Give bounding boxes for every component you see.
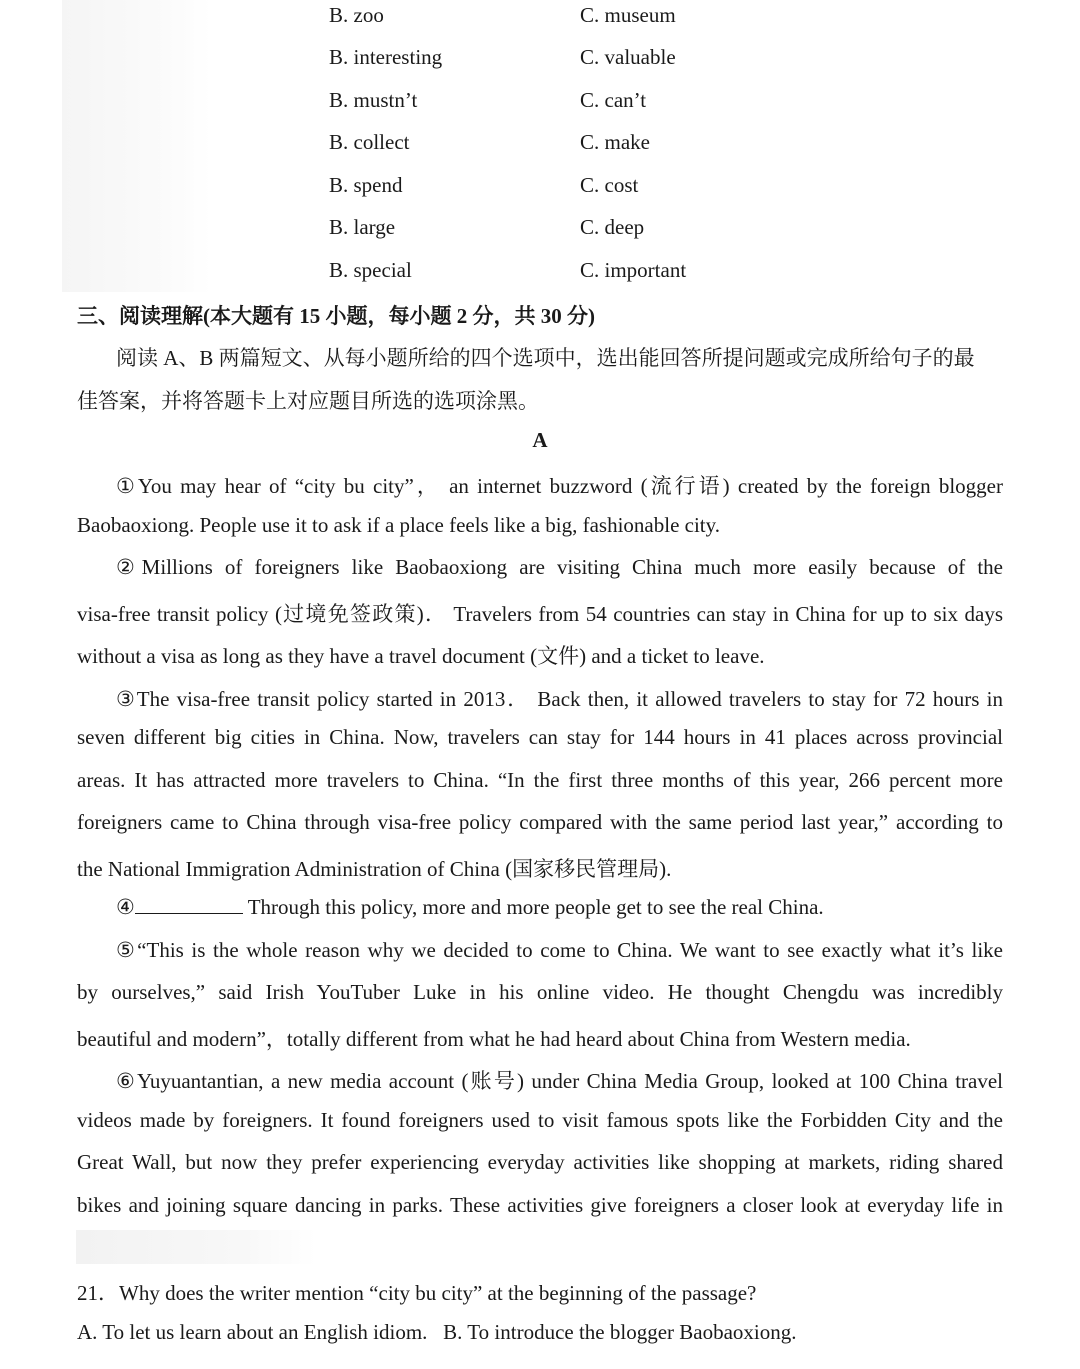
option-b: B. spend: [329, 173, 403, 197]
paragraph-line: areas. It has attracted more travelers to China. “In the first three months of this year, 266 percent more: [77, 768, 1003, 792]
paragraph-line: the National Immigration Administration of China (国家移民管理局).: [77, 857, 672, 881]
paragraph-line: by ourselves,” said Irish YouTuber Luke in his online video. He thought Chengdu was incredibly: [77, 980, 1003, 1004]
section-heading: 三、阅读理解(本大题有 15 小题，每小题 2 分，共 30 分): [77, 304, 595, 328]
instruction-line: 阅读 A、B 两篇短文、从每小题所给的四个选项中，选出能回答所提问题或完成所给句子的最: [116, 346, 975, 370]
paragraph-line: ①You may hear of “city bu city”， an internet buzzword (流行语) created by the foreign blogger: [116, 474, 1003, 498]
option-row: [0, 173, 1080, 203]
paragraph-line: videos made by foreigners. It found foreigners used to visit famous spots like the Forbidden City and the: [77, 1108, 1003, 1132]
option-c: C. make: [580, 130, 650, 154]
paragraph-line: Baobaoxiong. People use it to ask if a place feels like a big, fashionable city.: [77, 513, 721, 537]
option-b: B. special: [329, 258, 412, 282]
option-row: [0, 258, 1080, 288]
passage-title: A: [532, 428, 548, 452]
paragraph-line: without a visa as long as they have a travel document (文件) and a ticket to leave.: [77, 644, 765, 668]
option-b: B. collect: [329, 130, 410, 154]
paragraph-line: seven different big cities in China. Now, travelers can stay for 144 hours in 41 places across provincial: [77, 725, 1003, 749]
paragraph-line-blank: [116, 895, 824, 920]
paragraph-line: ⑥Yuyuantantian, a new media account (账号) under China Media Group, looked at 100 China travel: [116, 1069, 1003, 1093]
scan-blur-strip: [76, 1230, 316, 1264]
paragraph-line: bikes and joining square dancing in parks. These activities give foreigners a closer look at everyday life in: [77, 1193, 1003, 1217]
option-c: C. important: [580, 258, 687, 282]
paragraph-line: ⑤“This is the whole reason why we decided to come to China. We want to see exactly what it’s like: [116, 938, 1003, 962]
option-b: B. mustn’t: [329, 88, 418, 112]
instruction-line: 佳答案，并将答题卡上对应题目所选的选项涂黑。: [77, 389, 539, 413]
option-row: [0, 215, 1080, 245]
option-row: [0, 45, 1080, 75]
option-b: B. zoo: [329, 3, 384, 27]
paragraph-number: ④: [116, 895, 135, 919]
paragraph-line: ②Millions of foreigners like Baobaoxiong are visiting China much more easily because of the: [116, 555, 1003, 579]
option-c: C. cost: [580, 173, 639, 197]
paragraph-line: ③The visa-free transit policy started in 2013． Back then, it allowed travelers to stay for 72 hours in: [116, 687, 1003, 711]
option-b: B. interesting: [329, 45, 443, 69]
option-b: B. large: [329, 215, 396, 239]
paragraph-text: Through this policy, more and more people get to see the real China.: [242, 895, 824, 919]
paragraph-line: visa-free transit policy (过境免签政策)． Travelers from 54 countries can stay in China for up to six days: [77, 602, 1003, 626]
option-c: C. can’t: [580, 88, 647, 112]
option-row: [0, 130, 1080, 160]
paragraph-line: beautiful and modern”，totally different from what he had heard about China from Western media.: [77, 1027, 911, 1051]
question-21-options: A. To let us learn about an English idiom. B. To introduce the blogger Baobaoxiong.: [77, 1320, 797, 1344]
option-row: [0, 88, 1080, 118]
option-c: C. valuable: [580, 45, 676, 69]
option-row: [0, 3, 1080, 33]
answer-blank: [135, 895, 243, 914]
question-21: 21．Why does the writer mention “city bu city” at the beginning of the passage?: [77, 1281, 757, 1305]
option-c: C. deep: [580, 215, 645, 239]
paragraph-line: Great Wall, but now they prefer experiencing everyday activities like shopping at markets, riding shared: [77, 1150, 1003, 1174]
paragraph-line: foreigners came to China through visa-free policy compared with the same period last year,” according to: [77, 810, 1003, 834]
option-c: C. museum: [580, 3, 676, 27]
